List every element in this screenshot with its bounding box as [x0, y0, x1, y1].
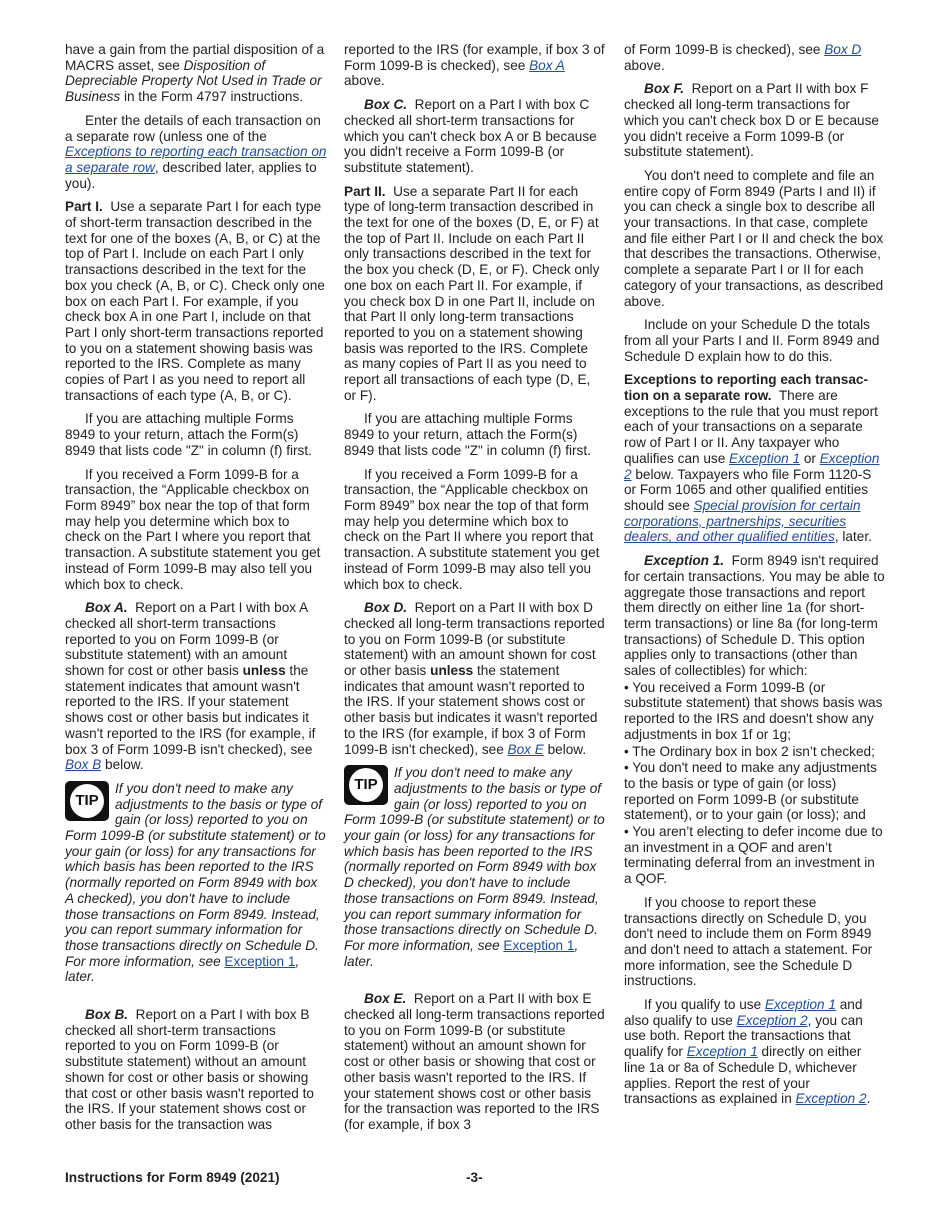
part-i-paragraph: Part I. Use a separate Part I for each type of short-term transaction described in the text for one of the boxes (A, B, or C) at the top of Part I. Include on each Part I only transactions described in the text for the box you check (A, B, or C). Check only one box on each Part I. For example, if you check box A in one Part I, include on that Part I only short-term transactions reported to you on a statement showing basis was reported to the IRS. Complete as many copies of Part I as you need to report all transactions of each type (A, B, or C).: [65, 199, 325, 403]
paragraph: If you received a Form 1099-B for a transaction, the “Applicable checkbox on Form 8949” box near the top of that form may help you determine which box to check on the Part II where you report that transaction. A substitute statement you get instead of Form 1099-B may also tell you which box to check.: [344, 466, 600, 592]
paragraph: of Form 1099-B is checked), see Box D above.: [624, 42, 862, 73]
paragraph: Enter the details of each transaction on a separate row (unless one of the Exceptions to reporting each transaction on a separate row, described later, applies to you).: [65, 112, 327, 191]
box-b-link[interactable]: Box B: [65, 757, 102, 773]
tip-note: TIP If you don't need to make any adjustments to the basis or type of gain (or loss) reported to you on Form 1099-B (or substitute statement) or to your gain (or loss) for any transactions for which basis has been reported to the IRS (normally reported on Form 8949 with box A checked), you don't have to include those transactions on Form 8949. Instead, you can report summary information for those transactions directly on Schedule D. For more information, see Exception 1, later.: [65, 780, 326, 985]
paragraph: If you choose to report these transactions directly on Schedule D, you don't need to include them on Form 8949 and don't need to attach a statement. For more information, see the Schedule D instructions.: [624, 894, 873, 989]
part-ii-paragraph: Part II. Use a separate Part II for each type of long-term transaction described in the text for one of the boxes (D, E, or F) at the top of Part II. Include on each Part II only transactions described in the text for the box you check (D, E, or F). Check only one box on each Part II. For example, if you check box D in one Part II, include on that Part II only long-term transactions reported to you on a statement showing basis was reported to the IRS. Complete as many copies of Part II as you need to report all transactions of each type (D, E, or F).: [344, 183, 600, 403]
exceptions-link[interactable]: Exceptions to reporting each transaction on a separate row: [65, 144, 327, 175]
exception-2-link[interactable]: Exception 2: [736, 1012, 808, 1028]
page-number: -3-: [466, 1170, 483, 1185]
exceptions-paragraph: Exceptions to reporting each transac-tion on a separate row. There are exceptions to the rule that you must report each of your transactions on a separate row of Part I or II. Any taxpayer who qualifies can use Exception 1 or Exception 2 below. Taxpayers who file Form 1120-S or Form 1065 and other qualified entities should see Special provision for certain corporations, partnerships, securities dealers, and other qualified entities, later.: [624, 372, 880, 545]
paragraph: Include on your Schedule D the totals from all your Parts I and II. Form 8949 and Schedule D explain how to do this.: [624, 317, 880, 364]
box-d-link[interactable]: Box D: [824, 42, 862, 57]
exception-2-link[interactable]: Exception 2: [624, 450, 880, 482]
footer-title: Instructions for Form 8949 (2021): [65, 1170, 280, 1185]
special-provision-link[interactable]: Special provision for certain corporations, partnerships, securities dealers, and other qualified entities: [624, 497, 861, 545]
paragraph: If you received a Form 1099-B for a transaction, the “Applicable checkbox on Form 8949” box near the top of that form may help you determine which box to check on the Part I where you report that transaction. A substitute statement you get instead of Form 1099-B may also tell you which box to check.: [65, 466, 321, 592]
paragraph: have a gain from the partial disposition of a MACRS asset, see Disposition of Depreciable Property Not Used in Trade or Business in the Form 4797 instructions.: [65, 42, 325, 105]
tip-icon: TIP: [344, 765, 388, 805]
box-a-paragraph: Box A. Report on a Part I with box A checked all short-term transactions reported to you on Form 1099-B (or substitute statement) with an amount shown for cost or other basis unless the statement indicates that amount wasn't reported to the IRS. If your statement shows cost or other basis but indicates it wasn't reported to the IRS (for example, if box 3 of Form 1099-B isn't checked), see Box B below.: [65, 600, 316, 773]
column-2: [344, 42, 606, 1141]
list-item: • The Ordinary box in box 2 isn’t checked;: [624, 743, 875, 759]
list-item: • You received a Form 1099-B (or substitute statement) that shows basis was reported to the IRS and doesn't show any adjustments in box 1f or 1g;: [624, 679, 883, 742]
box-e-link[interactable]: Box E: [507, 741, 544, 757]
column-1: [65, 42, 327, 1141]
tip-note: TIP If you don't need to make any adjustments to the basis or type of gain (or loss) reported to you on Form 1099-B (or substitute statement) or to your gain (or loss) for any transactions for which basis has been reported to the IRS (normally reported on Form 8949 with box D checked), you don't have to include those transactions on Form 8949. Instead, you can report summary information for those transactions directly on Schedule D. For more information, see Exception 1, later.: [344, 765, 605, 969]
exception-1-link[interactable]: Exception 1: [764, 997, 836, 1013]
paragraph: You don't need to complete and file an entire copy of Form 8949 (Parts I and II) if you can check a single box to describe all your transactions. In that case, complete and file either Part I or II and check the box that describes the transactions. Otherwise, complete a separate Part I or II for each category of your transactions, as described above.: [624, 167, 884, 309]
tip-icon: TIP: [65, 781, 109, 821]
box-b-paragraph: Box B. Report on a Part I with box B checked all short-term transactions reported to you on Form 1099-B (or substitute statement) without an amount shown for cost or other basis or showing that cost or other basis wasn't reported to the IRS. If your statement shows cost or other basis for the transaction was: [65, 1007, 314, 1132]
paragraph: If you are attaching multiple Forms 8949 to your return, attach the Form(s) 8949 that lists code "Z" in column (f) first.: [65, 411, 312, 458]
list-item: • You aren’t electing to defer income due to an investment in a QOF and aren’t terminating deferral from an investment in a QOF.: [624, 824, 883, 887]
bullet-list: [624, 680, 886, 887]
paragraph: If you qualify to use Exception 1 and also qualify to use Exception 2, you can use both. Report the transactions that qualify for Exception 1 directly on either line 1a or 8a of Schedule D, whichever applies. Report the rest of your transactions as explained in Exception 2.: [624, 997, 871, 1107]
exception-1-link[interactable]: Exception 1: [224, 953, 296, 969]
exception-2-link[interactable]: Exception 2: [795, 1091, 867, 1107]
list-item: • You don't need to make any adjustments to the basis or type of gain (or loss) reported on Form 1099-B (or substitute statement), or to your gain (or loss); and: [624, 760, 877, 823]
exception-1-link[interactable]: Exception 1: [686, 1044, 758, 1060]
box-d-paragraph: Box D. Report on a Part II with box D checked all long-term transactions reported to you on Form 1099-B (or substitute statement) with an amount shown for cost or other basis unless the statement indicates that amount wasn't reported to the IRS. If your statement shows cost or other basis but indicates it wasn't reported to the IRS (for example, if box 3 of Form 1099-B isn't checked), see Box E below.: [344, 600, 605, 757]
box-c-paragraph: Box C. Report on a Part I with box C checked all short-term transactions for which you can't check box A or B because you didn't receive a Form 1099-B (or substitute statement).: [344, 97, 597, 175]
exception-1-paragraph: Exception 1. Form 8949 isn't required for certain transactions. You may be able to aggregate those transactions and report them directly on either line 1a (for short-term transactions) or line 8a (for long-term transactions) of Schedule D. This option applies only to transactions (other than sales of collectibles) for which:: [624, 553, 885, 679]
column-3: [624, 42, 886, 1115]
paragraph: reported to the IRS (for example, if box 3 of Form 1099-B is checked), see Box A above.: [344, 42, 605, 89]
exception-1-link[interactable]: Exception 1: [503, 937, 575, 953]
paragraph: If you are attaching multiple Forms 8949 to your return, attach the Form(s) 8949 that lists code "Z" in column (f) first.: [344, 411, 591, 458]
exception-1-link[interactable]: Exception 1: [729, 450, 801, 466]
box-a-link[interactable]: Box A: [529, 57, 565, 73]
box-f-paragraph: Box F. Report on a Part II with box F checked all long-term transactions for which you can't check box D or E because you didn't receive a Form 1099-B (or substitute statement).: [624, 81, 879, 160]
box-e-paragraph: Box E. Report on a Part II with box E checked all long-term transactions reported to you on Form 1099-B (or substitute statement) without an amount shown for cost or other basis or showing that cost or other basis wasn't reported to the IRS. If your statement shows cost or other basis for the transaction was reported to the IRS (for example, if box 3: [344, 991, 605, 1132]
